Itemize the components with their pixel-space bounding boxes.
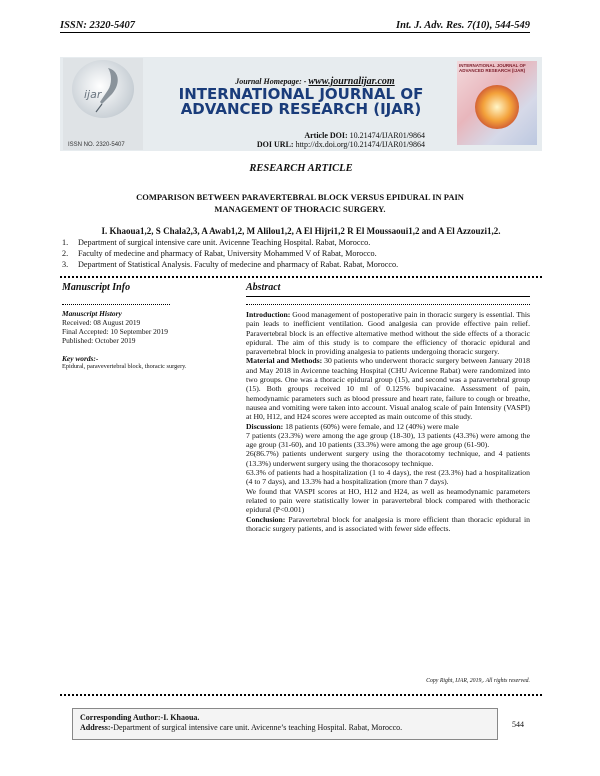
abstract-introduction: Introduction: Good management of postoperative pain in thoracic surgery is essential. This pain leads to inefficient ventilation. Good analgesia can provide effective pain relief. Paravertebral block is an effective alternative method without the side effects of a thoracic epidural. The aim of this study is to compare the efficiency of thoracic epidural and paravertebral block in providing analgesia to patients undergoing thoracic surgery.: [246, 310, 530, 357]
journal-title-line2: ADVANCED RESEARCH (IJAR): [180, 100, 422, 118]
logo-text: ijar: [84, 88, 102, 101]
manuscript-info: [62, 309, 232, 371]
final-accepted-date: Final Accepted: 10 September 2019: [62, 327, 168, 336]
doi-url-link[interactable]: http://dx.doi.org/10.21474/IJAR01/9864: [295, 140, 425, 149]
received-date: Received: 08 August 2019: [62, 318, 141, 327]
affiliation-item: 3. Department of Statistical Analysis. Faculty of medecine and pharmacy of Rabat. Rabat, Morocco.: [62, 260, 399, 269]
abstract-methods: Material and Methods: 30 patients who underwent thoracic surgery between January 2018 and May 2018 in Avicenne teaching Hospital (CHU Avicenne Rabat) were randomized into two groups. One was a thoracic epidural group (15), and second was a paravertebral group (15). Both groups received 10 ml of 0.125% bupivacaine. Assessment of pain, hemodynamic parameters such as blood pressure and heart rate, failure to cough or breathe, nausea and vomiting were taken into account. Visual analog scale of pain Intensity (VASPI) at H0, H12, and H24 scores were accepted as main outcome of this study.: [246, 356, 530, 422]
affiliations: [62, 237, 542, 270]
abstract-conclusion: Conclusion: Paravertebral block for analgesia is more efficient than thoracic epidural in thoracic surgery patients, and is associated with fewer side effects.: [246, 514, 530, 533]
page-number: 544: [512, 720, 524, 729]
homepage-label: Journal Homepage: -: [235, 77, 307, 86]
dotted-divider: [62, 304, 170, 305]
authors: I. Khaoua1,2, S Chala2,3, A Awab1,2, M Alilou1,2, A El Hijri1,2 R El Moussaoui1,2 and A El Azzouzi1,2.: [101, 226, 501, 236]
corresponding-author-label: Corresponding Author:-I. Khaoua.: [80, 713, 200, 722]
dotted-divider: [246, 304, 530, 305]
history-label: Manuscript History: [62, 309, 122, 318]
cover-glow-graphic: [475, 85, 519, 129]
corresponding-author: [80, 713, 490, 733]
dotted-divider: [60, 276, 542, 278]
article-doi: 10.21474/IJAR01/9864: [349, 131, 425, 140]
abstract-discussion: Discussion: 18 patients (60%) were female, and 12 (40%) were male: [246, 421, 459, 431]
affiliation-item: 2. Faculty of medecine and pharmacy of Rabat, University Mohammed V of Rabat, Morocco.: [62, 249, 377, 258]
logo-issn: ISSN NO. 2320-5407: [68, 142, 125, 148]
article-type: RESEARCH ARTICLE: [249, 163, 353, 174]
paper-title-line2: MANAGEMENT OF THORACIC SURGERY.: [214, 204, 386, 214]
keywords-label: Key words:-: [62, 354, 99, 363]
running-header: [60, 20, 530, 33]
abstract-discussion-age: 7 patients (23.3%) were among the age group (18-30), 13 patients (43.3%) were among the age group (31-60), and 10 patients (33.3%) were among the age group (61-90).: [246, 430, 530, 450]
doi-url-label: DOI URL:: [256, 140, 294, 149]
affiliation-item: 1. Department of surgical intensive care unit. Avicenne Teaching Hospital. Rabat, Morocco.: [62, 238, 371, 247]
dotted-divider: [60, 694, 542, 696]
article-doi-label: Article DOI:: [304, 131, 348, 140]
abstract-body: [246, 310, 530, 533]
abstract-discussion-findings: We found that VASPI scores at HO, H12 and H24, as well as heamodynamic parameters related to pain were statistically lower in paravertebral block compared with thethoracic epidural (P<0.001): [246, 486, 530, 515]
logo-emblem: [72, 60, 134, 118]
abstract-heading: Abstract: [246, 282, 281, 293]
manuscript-info-heading: Manuscript Info: [62, 282, 131, 293]
copyright: Copy Right, IJAR, 2019,. All rights reserved.: [426, 678, 530, 684]
published-date: Published: October 2019: [62, 336, 136, 345]
paper-title: [80, 191, 520, 215]
citation-text: Int. J. Adv. Res. 7(10), 544-549: [396, 20, 530, 31]
homepage-link[interactable]: www.journalijar.com: [308, 76, 395, 87]
journal-title: [150, 87, 452, 117]
corresponding-address: Address:-Department of surgical intensive care unit. Avicenne’s teaching Hospital. Rabat, Morocco.: [80, 723, 403, 732]
paper-title-line1: COMPARISON BETWEEN PARAVERTEBRAL BLOCK VERSUS EPIDURAL IN PAIN: [136, 192, 464, 202]
abstract-discussion-technique: 26(86.7%) patients underwent surgery using the thoracotomy technique, and 4 patients (13.3%) underwent surgery using the thoracosopy technique.: [246, 449, 530, 468]
keywords: Epidural, paravevertebral block, thoracic surgery.: [62, 363, 187, 370]
quill-icon: [72, 60, 134, 118]
abstract-discussion-hospitalization: 63.3% of patients had a hospitalization (1 to 4 days), the rest (23.3%) had a hospitalization (4 to 7 days), and 13.3% had a hospitalization (more than 7 days).: [246, 468, 530, 487]
cover-title: INTERNATIONAL JOURNAL OF ADVANCED RESEARCH (IJAR): [459, 63, 526, 73]
doi-block: [215, 131, 425, 149]
journal-title-line1: INTERNATIONAL JOURNAL OF: [178, 85, 424, 103]
abstract-rule: [246, 296, 530, 297]
issn-text: ISSN: 2320-5407: [60, 20, 135, 31]
